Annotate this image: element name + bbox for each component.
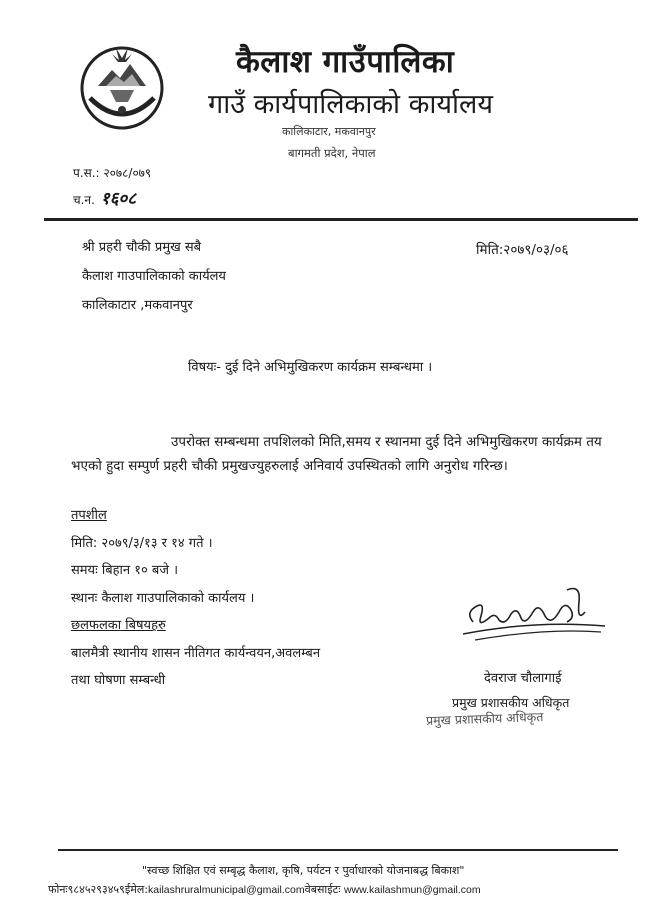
cn-label: च.न. xyxy=(73,193,95,207)
cn-value: १६०८ xyxy=(100,189,137,209)
ps-label: प.स.: xyxy=(73,166,100,180)
footer-divider xyxy=(58,849,618,851)
phone-label: फोनः xyxy=(48,883,68,896)
footer-contact xyxy=(48,882,481,897)
details-date: मिति: २०७९/३/१३ र १४ गते । xyxy=(71,535,213,551)
topics-heading: छलफलका बिषयहरु xyxy=(71,618,166,633)
website-label: वेबसाईटः xyxy=(304,883,341,896)
email-address: kailashruralmunicipal@gmail.com xyxy=(148,884,305,896)
details-heading: तपशील xyxy=(71,508,107,523)
office-address-line2: बागमती प्रदेश, नेपाल xyxy=(288,146,376,160)
signatory-name: देवराज चौलागाई xyxy=(484,671,562,686)
reference-ps xyxy=(73,164,151,181)
addressee-line: श्री प्रहरी चौकी प्रमुख सबै xyxy=(82,240,202,255)
reference-cn xyxy=(73,186,136,209)
website-address: www.kailashmun@gmail.com xyxy=(343,884,481,896)
office-address-line1: कालिकाटार, मकवानपुर xyxy=(282,125,376,138)
letterhead-divider xyxy=(44,218,638,221)
office-subtitle: गाउँ कार्यपालिकाको कार्यालय xyxy=(208,89,493,120)
ps-value: २०७८/०७९ xyxy=(103,166,152,180)
letter-subject: विषयः- दुई दिने अभिमुखिकरण कार्यक्रम सम्बन्धमा । xyxy=(188,360,433,375)
body-paragraph xyxy=(71,430,631,478)
details-block xyxy=(71,502,320,695)
footer-motto: "स्वच्छ शिक्षित एवं सम्बृद्ध कैलाश, कृषि, पर्यटन र पुर्वाधारको योजनाबद्ध बिकाश" xyxy=(142,864,465,877)
nepal-government-emblem-icon xyxy=(76,40,168,132)
topics-line: तथा घोषणा सम्बन्धी xyxy=(71,673,166,688)
office-title: कैलाश गाउँपालिका xyxy=(236,44,455,80)
phone-number: ९८४५२९३४५९ xyxy=(67,883,125,896)
addressee-line: कालिकाटार ,मकवानपुर xyxy=(82,298,193,313)
official-stamp: प्रमुख प्रशासकीय अधिकृत xyxy=(425,708,544,729)
topics-line: बालमैत्री स्थानीय शासन नीतिगत कार्यन्वयन,अवलम्बन xyxy=(71,645,321,661)
addressee-line: कैलाश गाउपालिकाको कार्यलय xyxy=(82,269,226,284)
details-place: स्थानः कैलाश गाउपालिकाको कार्यलय । xyxy=(71,590,255,606)
handwritten-signature xyxy=(455,582,615,644)
details-time: समयः बिहान १० बजे । xyxy=(71,563,179,578)
addressee-block xyxy=(82,233,226,320)
signatory-title: प्रमुख प्रशासकीय अधिकृत xyxy=(452,695,570,710)
letter-date: मिति:२०७९/०३/०६ xyxy=(476,242,569,258)
body-text: उपरोक्त सम्बन्धमा तपशिलको मिति,समय र स्थानमा दुई दिने अभिमुखिकरण कार्यक्रम तय भएको हुदा सम्पुर्ण प्रहरी चौकी प्रमुखज्युहरुलाई अनिवार्य उपस्थितको लागि अनुरोध गरिन्छ। xyxy=(71,434,602,474)
email-label: ईमेल: xyxy=(124,883,149,896)
